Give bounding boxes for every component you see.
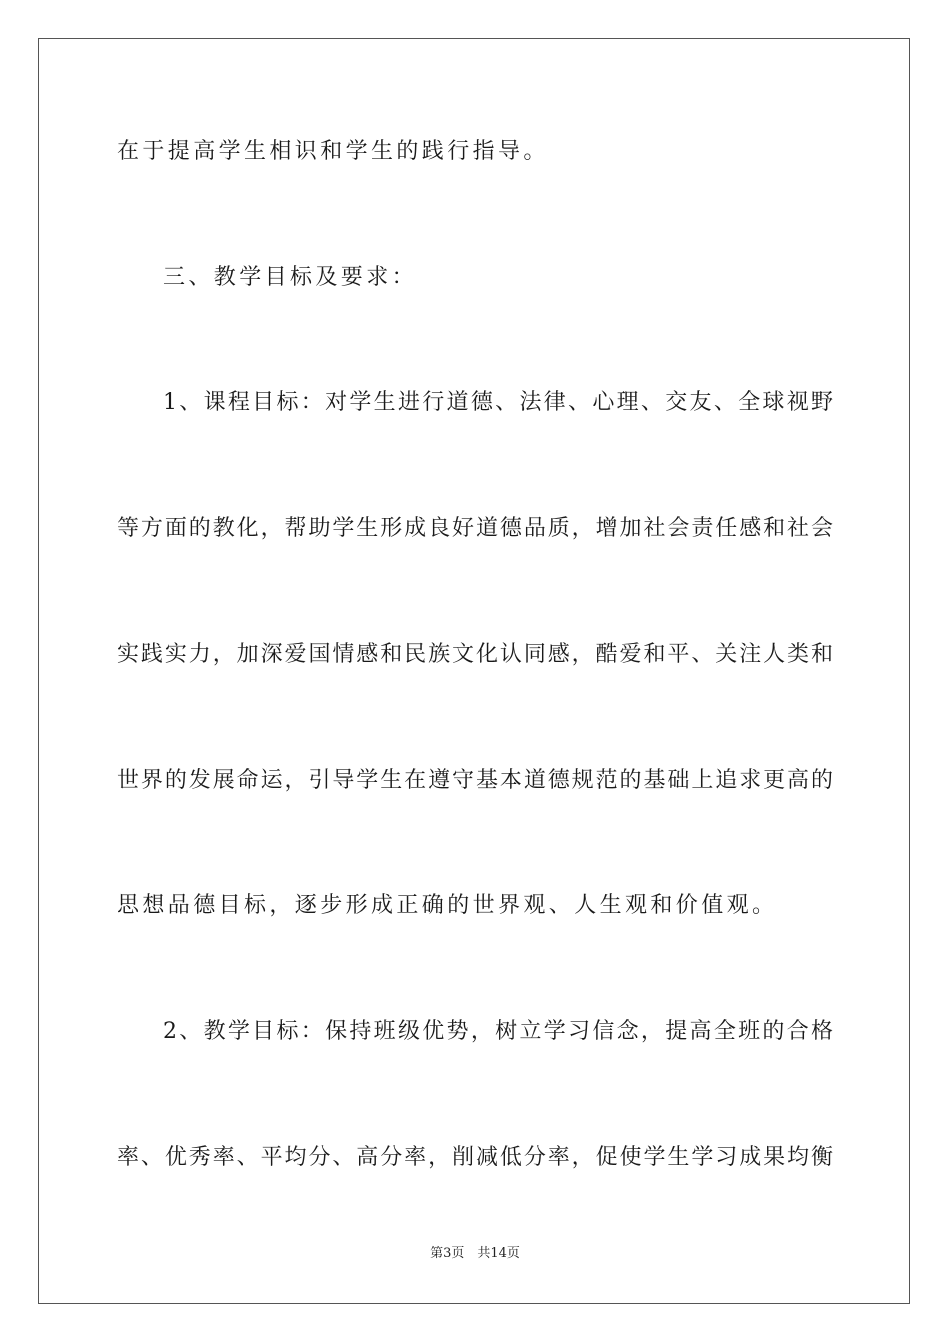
paragraph-line-5: 实践实力，加深爱国情感和民族文化认同感，酷爱和平、关注人类和: [117, 642, 833, 667]
paragraph-line-6: 世界的发展命运，引导学生在遵守基本道德规范的基础上追求更高的: [117, 768, 833, 793]
paragraph-line-9: 率、优秀率、平均分、高分率，削减低分率，促使学生学习成果均衡: [117, 1145, 833, 1170]
paragraph-line-3: 1、课程目标：对学生进行道德、法律、心理、交友、全球视野: [163, 390, 833, 415]
paragraph-line-1: 在于提高学生相识和学生的践行指导。: [117, 139, 549, 164]
page-border: [38, 38, 910, 1304]
paragraph-line-7: 思想品德目标，逐步形成正确的世界观、人生观和价值观。: [117, 893, 778, 918]
page-number-label: 第3页 共14页: [430, 1246, 520, 1261]
paragraph-line-4: 等方面的教化，帮助学生形成良好道德品质，增加社会责任感和社会: [117, 516, 833, 541]
page-footer: [0, 1246, 950, 1262]
paragraph-line-8: 2、教学目标：保持班级优势，树立学习信念，提高全班的合格: [163, 1019, 833, 1044]
section-heading-3: 三、教学目标及要求：: [163, 265, 418, 290]
